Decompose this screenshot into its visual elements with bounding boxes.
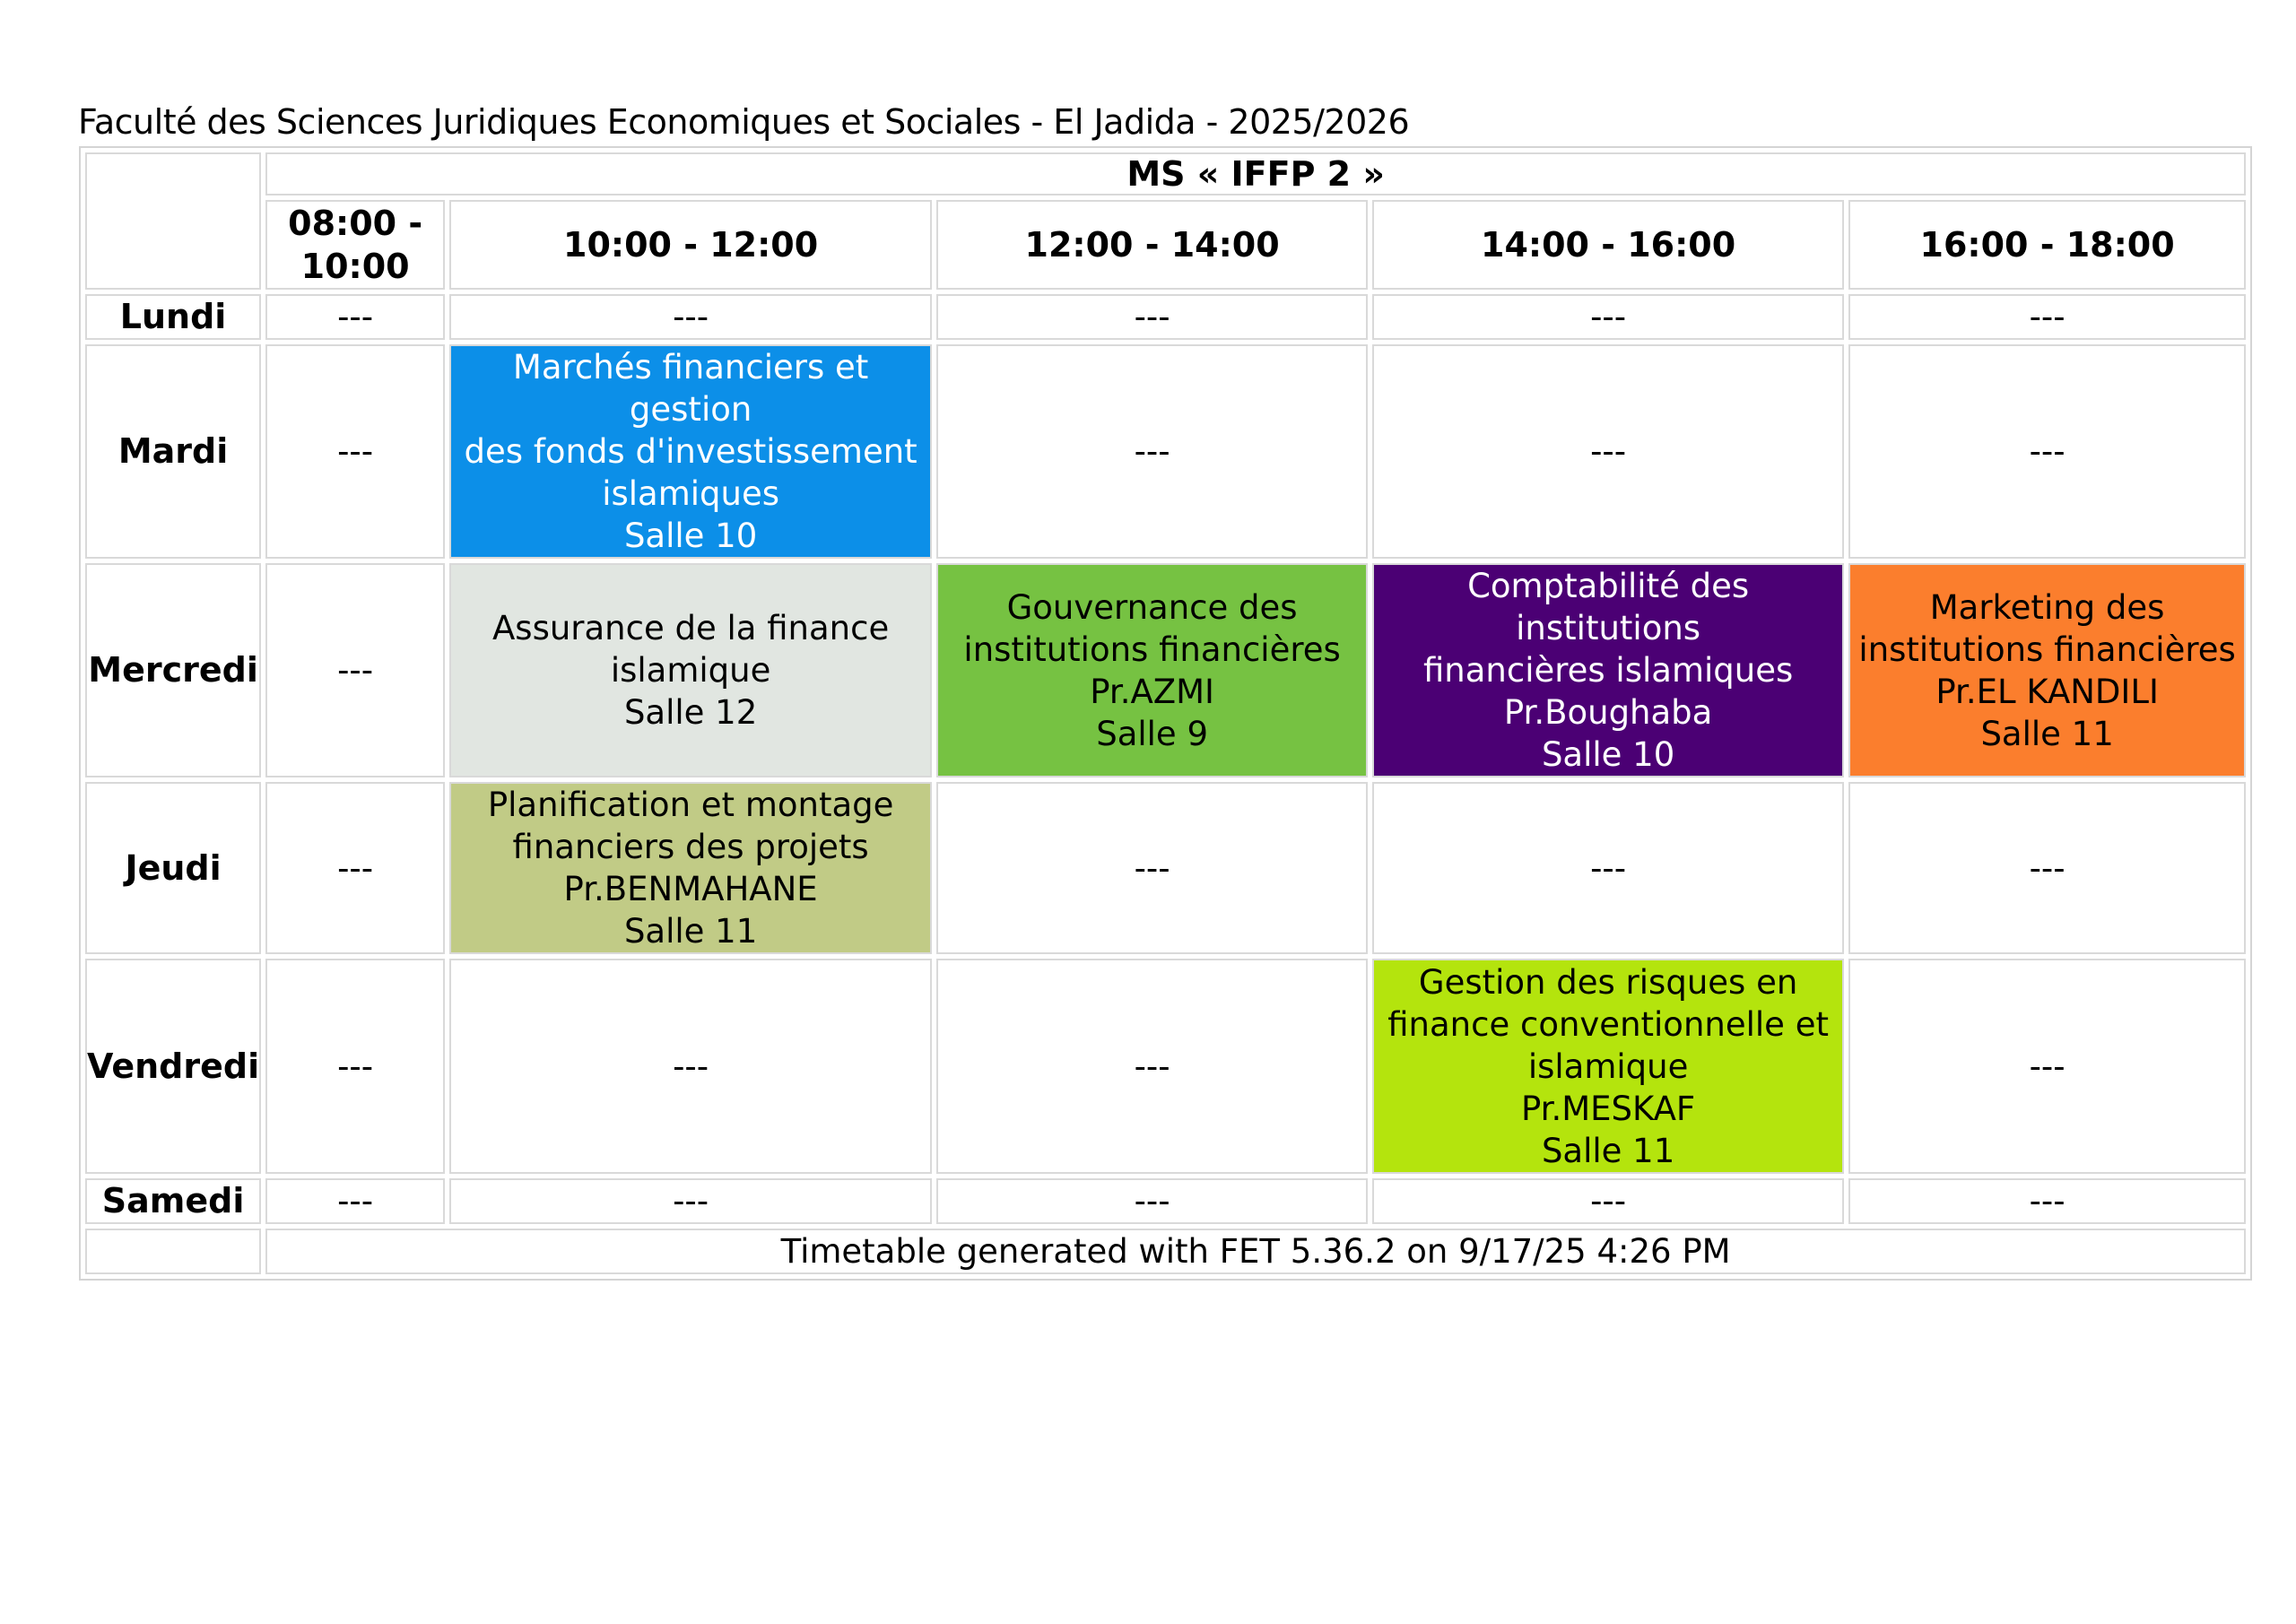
timeslot-header: 10:00 - 12:00 [449,200,932,290]
activity-line: islamique [1527,1046,1689,1086]
activity-cell [449,344,932,559]
empty-slot: --- [265,782,445,954]
activity-room: Salle 11 [1980,714,2114,753]
activity-line: Assurance de la finance [491,609,890,647]
activity-teacher: Pr.MESKAF [1520,1089,1696,1128]
empty-slot: --- [265,294,445,340]
empty-slot: --- [265,344,445,559]
activity-room: Salle 11 [1541,1131,1675,1170]
empty-slot: --- [449,294,932,340]
activity-teacher: Pr.EL KANDILI [1935,672,2159,711]
empty-slot: --- [936,959,1368,1174]
activity-teacher: Pr.Boughaba [1503,693,1713,732]
activity-room: Salle 11 [623,912,758,951]
empty-slot: --- [1848,1178,2246,1224]
activity-teacher: Pr.AZMI [1090,672,1214,711]
activity-line: financières islamiques [1422,651,1794,690]
day-label: Mercredi [85,563,261,777]
day-label: Jeudi [85,782,261,954]
timeslot-start: 08:00 - [288,204,423,243]
activity-line: islamique [610,651,771,690]
empty-slot: --- [265,959,445,1174]
empty-slot: --- [1848,959,2246,1174]
timeslot-end: 10:00 [300,247,410,286]
empty-slot: --- [1848,344,2246,559]
footer-spacer [85,1229,261,1274]
empty-slot: --- [1372,294,1844,340]
activity-line: Planification et montage [487,786,894,824]
activity-cell [1372,959,1844,1174]
activity-room: Salle 10 [623,517,758,555]
day-label: Lundi [85,294,261,340]
timetable [79,146,2252,1281]
empty-slot: --- [265,563,445,777]
empty-slot: --- [1848,294,2246,340]
group-title: MS « IFFP 2 » [265,152,2246,195]
activity-line: Comptabilité des institutions [1467,567,1750,647]
activity-teacher: Pr.BENMAHANE [563,870,818,908]
generator-footer: Timetable generated with FET 5.36.2 on 9/17/25 4:26 PM [265,1229,2246,1274]
timeslot-header [265,200,445,290]
activity-cell [449,782,932,954]
empty-slot: --- [936,782,1368,954]
activity-cell [936,563,1368,777]
activity-line: islamiques [602,474,780,513]
activity-line: des fonds d'investissement [464,432,918,471]
day-label: Vendredi [85,959,261,1174]
activity-line: Marchés financiers et gestion [512,348,869,429]
activity-line: financiers des projets [512,828,869,866]
corner-cell [85,152,261,290]
empty-slot: --- [1372,782,1844,954]
empty-slot: --- [936,294,1368,340]
activity-line: Marketing des [1929,587,2165,627]
activity-line: institutions financières [1858,630,2236,669]
activity-line: institutions financières [963,630,1341,669]
timeslot-header: 12:00 - 14:00 [936,200,1368,290]
day-label: Mardi [85,344,261,559]
empty-slot: --- [936,1178,1368,1224]
empty-slot: --- [1372,1178,1844,1224]
activity-cell [1372,563,1844,777]
empty-slot: --- [449,1178,932,1224]
activity-room: Salle 10 [1541,735,1675,774]
page-title: Faculté des Sciences Juridiques Economiques et Sociales - El Jadida - 2025/2026 [78,102,1410,142]
empty-slot: --- [936,344,1368,559]
activity-room: Salle 12 [623,693,758,732]
activity-room: Salle 9 [1096,714,1208,753]
activity-line: Gestion des risques en [1418,962,1798,1002]
empty-slot: --- [265,1178,445,1224]
empty-slot: --- [1372,344,1844,559]
empty-slot: --- [449,959,932,1174]
timeslot-header: 16:00 - 18:00 [1848,200,2246,290]
activity-line: Gouvernance des [1006,587,1298,627]
empty-slot: --- [1848,782,2246,954]
activity-line: finance conventionnelle et [1387,1004,1829,1044]
day-label: Samedi [85,1178,261,1224]
activity-cell [1848,563,2246,777]
activity-cell [449,563,932,777]
timeslot-header: 14:00 - 16:00 [1372,200,1844,290]
